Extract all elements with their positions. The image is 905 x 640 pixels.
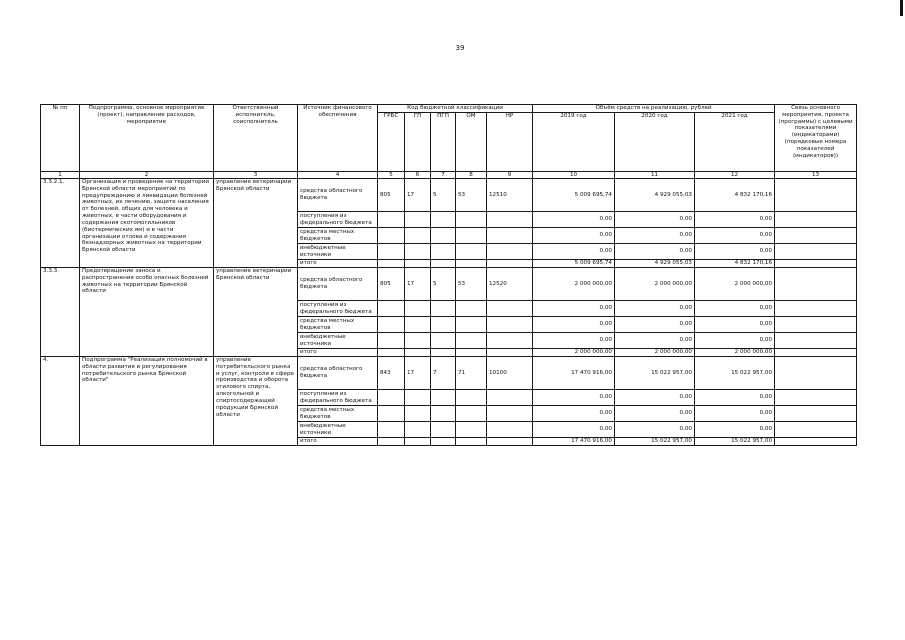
amount-2019: 0,00 xyxy=(533,244,615,260)
code-gp xyxy=(405,349,431,357)
code-nr xyxy=(487,349,533,357)
amount-2019: 5 009 695,74 xyxy=(533,179,615,212)
code-pgp xyxy=(431,228,456,244)
code-gp xyxy=(405,244,431,260)
code-grbs xyxy=(378,349,405,357)
total-2019: 2 000 000,00 xyxy=(533,349,615,357)
indicator-link xyxy=(775,244,857,260)
amount-2019: 0,00 xyxy=(533,317,615,333)
funding-source: средства областного бюджета xyxy=(298,179,378,212)
code-grbs xyxy=(378,333,405,349)
code-grbs: 805 xyxy=(378,179,405,212)
code-gp: 17 xyxy=(405,357,431,390)
row-number: 4. xyxy=(41,357,80,446)
indicator-link xyxy=(775,333,857,349)
amount-2020: 0,00 xyxy=(615,228,695,244)
total-2021: 15 022 957,00 xyxy=(695,438,775,446)
code-grbs xyxy=(378,317,405,333)
total-2019: 5 009 695,74 xyxy=(533,260,615,268)
code-gp xyxy=(405,438,431,446)
amount-2020: 0,00 xyxy=(615,333,695,349)
header-program: Подпрограмма, основное мероприятие (проект), направление расходов, мероприятие xyxy=(80,105,214,172)
amount-2020: 15 022 957,00 xyxy=(615,357,695,390)
code-nr: 10100 xyxy=(487,357,533,390)
amount-2020: 0,00 xyxy=(615,406,695,422)
code-om xyxy=(456,260,487,268)
scan-edge-mark xyxy=(900,0,903,16)
code-pgp xyxy=(431,212,456,228)
code-nr xyxy=(487,317,533,333)
code-grbs xyxy=(378,301,405,317)
code-nr xyxy=(487,406,533,422)
activity-title: Подпрограмма "Реализация полномочий в области развития и регулирования потребительского рынка Брянской области" xyxy=(80,357,214,446)
code-gp xyxy=(405,317,431,333)
indicator-link xyxy=(775,357,857,390)
row-number: 3.3.2.1. xyxy=(41,179,80,268)
code-pgp xyxy=(431,333,456,349)
amount-2019: 2 000 000,00 xyxy=(533,268,615,301)
funding-source: средства областного бюджета xyxy=(298,268,378,301)
code-om xyxy=(456,333,487,349)
header-budget-codes: Код бюджетной классификации xyxy=(378,105,533,113)
code-nr: 12510 xyxy=(487,179,533,212)
indicator-link xyxy=(775,179,857,212)
amount-2021: 0,00 xyxy=(695,301,775,317)
col-number: 5 xyxy=(378,172,405,179)
header-executor: Ответственный исполнитель, соисполнитель xyxy=(214,105,298,172)
code-nr xyxy=(487,228,533,244)
code-gp: 17 xyxy=(405,179,431,212)
code-pgp xyxy=(431,244,456,260)
code-om xyxy=(456,228,487,244)
amount-2021: 0,00 xyxy=(695,406,775,422)
code-grbs xyxy=(378,406,405,422)
executor: управление потребительского рынка и услуг, контроля в сфере производства и оборота этилового спирта, алкогольной и спиртосодержащей продукции Брянской области xyxy=(214,357,298,446)
col-number: 12 xyxy=(695,172,775,179)
funding-source: средства местных бюджетов xyxy=(298,228,378,244)
header-2021: 2021 год xyxy=(695,113,775,172)
header-om: ОМ xyxy=(456,113,487,172)
col-number: 2 xyxy=(80,172,214,179)
total-2021: 4 832 170,16 xyxy=(695,260,775,268)
indicator-link xyxy=(775,438,857,446)
table-body xyxy=(41,179,857,446)
col-number: 7 xyxy=(431,172,456,179)
col-number: 9 xyxy=(487,172,533,179)
code-om: 71 xyxy=(456,357,487,390)
indicator-link xyxy=(775,406,857,422)
header-pgp: ПГП xyxy=(431,113,456,172)
code-om xyxy=(456,317,487,333)
code-om xyxy=(456,422,487,438)
code-pgp xyxy=(431,349,456,357)
code-pgp xyxy=(431,390,456,406)
amount-2021: 15 022 957,00 xyxy=(695,357,775,390)
code-grbs: 805 xyxy=(378,268,405,301)
code-pgp xyxy=(431,406,456,422)
code-om xyxy=(456,212,487,228)
col-number: 10 xyxy=(533,172,615,179)
code-om xyxy=(456,406,487,422)
code-gp xyxy=(405,228,431,244)
table-row xyxy=(41,268,857,301)
amount-2019: 0,00 xyxy=(533,390,615,406)
code-nr xyxy=(487,244,533,260)
funding-source: средства местных бюджетов xyxy=(298,406,378,422)
col-number: 11 xyxy=(615,172,695,179)
amount-2020: 0,00 xyxy=(615,422,695,438)
code-nr xyxy=(487,212,533,228)
header-row-1 xyxy=(41,105,857,113)
code-om xyxy=(456,390,487,406)
indicator-link xyxy=(775,349,857,357)
header-2019: 2019 год xyxy=(533,113,615,172)
amount-2019: 0,00 xyxy=(533,212,615,228)
header-source: Источник финансового обеспечения xyxy=(298,105,378,172)
total-label: итого xyxy=(298,349,378,357)
col-number: 4 xyxy=(298,172,378,179)
code-gp: 17 xyxy=(405,268,431,301)
code-pgp xyxy=(431,301,456,317)
total-label: итого xyxy=(298,438,378,446)
funding-source: внебюджетные источники xyxy=(298,422,378,438)
code-gp xyxy=(405,390,431,406)
code-om xyxy=(456,438,487,446)
page-number: 39 xyxy=(455,44,465,52)
executor: управление ветеринарии Брянской области xyxy=(214,179,298,268)
code-om xyxy=(456,301,487,317)
code-grbs xyxy=(378,244,405,260)
code-nr xyxy=(487,260,533,268)
code-om: 53 xyxy=(456,179,487,212)
total-2019: 17 470 916,00 xyxy=(533,438,615,446)
indicator-link xyxy=(775,212,857,228)
total-label: итого xyxy=(298,260,378,268)
amount-2021: 2 000 000,00 xyxy=(695,268,775,301)
code-nr xyxy=(487,301,533,317)
code-nr xyxy=(487,333,533,349)
code-pgp xyxy=(431,438,456,446)
column-numbers-row xyxy=(41,172,857,179)
amount-2019: 0,00 xyxy=(533,406,615,422)
code-nr xyxy=(487,390,533,406)
activity-title: Предотвращение заноса и распространения особо опасных болезней животных на территории Брянской области xyxy=(80,268,214,357)
header-no: № пп xyxy=(41,105,80,172)
indicator-link xyxy=(775,301,857,317)
code-nr xyxy=(487,422,533,438)
code-grbs: 843 xyxy=(378,357,405,390)
amount-2020: 2 000 000,00 xyxy=(615,268,695,301)
header-gp: ГП xyxy=(405,113,431,172)
code-gp xyxy=(405,422,431,438)
code-om: 53 xyxy=(456,268,487,301)
col-number: 3 xyxy=(214,172,298,179)
amount-2020: 0,00 xyxy=(615,212,695,228)
amount-2019: 0,00 xyxy=(533,333,615,349)
code-om xyxy=(456,349,487,357)
indicator-link xyxy=(775,390,857,406)
funding-source: поступления из федерального бюджета xyxy=(298,301,378,317)
code-nr: 12520 xyxy=(487,268,533,301)
funding-source: средства местных бюджетов xyxy=(298,317,378,333)
header-grbs: ГРБС xyxy=(378,113,405,172)
indicator-link xyxy=(775,260,857,268)
col-number: 13 xyxy=(775,172,857,179)
col-number: 1 xyxy=(41,172,80,179)
indicator-link xyxy=(775,317,857,333)
activity-title: Организация и проведение на территории Брянской области мероприятий по предупреждению и ликвидации болезней животных, их лечению, защите населения от болезней, общих для человека и животных, в части оборудования и содержания скотомогильников (биотермических ям) и в части организации отлова и содержания безнадзорных животных на территории Брянской области xyxy=(80,179,214,268)
funding-source: поступления из федерального бюджета xyxy=(298,212,378,228)
total-2020: 4 929 055,03 xyxy=(615,260,695,268)
amount-2020: 0,00 xyxy=(615,244,695,260)
code-grbs xyxy=(378,228,405,244)
header-2020: 2020 год xyxy=(615,113,695,172)
funding-source: поступления из федерального бюджета xyxy=(298,390,378,406)
row-number: 3.3.3. xyxy=(41,268,80,357)
total-2020: 2 000 000,00 xyxy=(615,349,695,357)
amount-2020: 0,00 xyxy=(615,301,695,317)
code-om xyxy=(456,244,487,260)
amount-2020: 0,00 xyxy=(615,390,695,406)
indicator-link xyxy=(775,228,857,244)
total-2020: 15 022 957,00 xyxy=(615,438,695,446)
indicator-link xyxy=(775,268,857,301)
amount-2021: 4 832 170,16 xyxy=(695,179,775,212)
code-pgp xyxy=(431,260,456,268)
budget-table xyxy=(40,104,857,446)
code-gp xyxy=(405,260,431,268)
code-pgp: 7 xyxy=(431,357,456,390)
table-row xyxy=(41,179,857,212)
header-link: Связь основного мероприятия, проекта (программы) с целевыми показателями (индикаторами) (порядковые номера показателей (индикаторов)) xyxy=(775,105,857,172)
total-2021: 2 000 000,00 xyxy=(695,349,775,357)
code-grbs xyxy=(378,390,405,406)
funding-source: средства областного бюджета xyxy=(298,357,378,390)
code-pgp xyxy=(431,317,456,333)
code-gp xyxy=(405,406,431,422)
code-gp xyxy=(405,301,431,317)
code-grbs xyxy=(378,260,405,268)
col-number: 6 xyxy=(405,172,431,179)
amount-2019: 0,00 xyxy=(533,422,615,438)
table-row xyxy=(41,357,857,390)
header-nr: НР xyxy=(487,113,533,172)
amount-2021: 0,00 xyxy=(695,212,775,228)
code-pgp: 5 xyxy=(431,268,456,301)
amount-2021: 0,00 xyxy=(695,390,775,406)
amount-2021: 0,00 xyxy=(695,317,775,333)
code-nr xyxy=(487,438,533,446)
amount-2019: 0,00 xyxy=(533,228,615,244)
code-grbs xyxy=(378,438,405,446)
amount-2021: 0,00 xyxy=(695,228,775,244)
amount-2021: 0,00 xyxy=(695,422,775,438)
funding-source: внебюджетные источники xyxy=(298,333,378,349)
code-grbs xyxy=(378,422,405,438)
amount-2020: 0,00 xyxy=(615,317,695,333)
amount-2019: 0,00 xyxy=(533,301,615,317)
code-gp xyxy=(405,333,431,349)
header-amounts: Объём средств на реализацию, рублей xyxy=(533,105,775,113)
amount-2019: 17 470 916,00 xyxy=(533,357,615,390)
code-pgp: 5 xyxy=(431,179,456,212)
code-grbs xyxy=(378,212,405,228)
code-pgp xyxy=(431,422,456,438)
amount-2020: 4 929 055,03 xyxy=(615,179,695,212)
col-number: 8 xyxy=(456,172,487,179)
amount-2021: 0,00 xyxy=(695,333,775,349)
funding-source: внебюджетные источники xyxy=(298,244,378,260)
indicator-link xyxy=(775,422,857,438)
code-gp xyxy=(405,212,431,228)
executor: управление ветеринарии Брянской области xyxy=(214,268,298,357)
amount-2021: 0,00 xyxy=(695,244,775,260)
